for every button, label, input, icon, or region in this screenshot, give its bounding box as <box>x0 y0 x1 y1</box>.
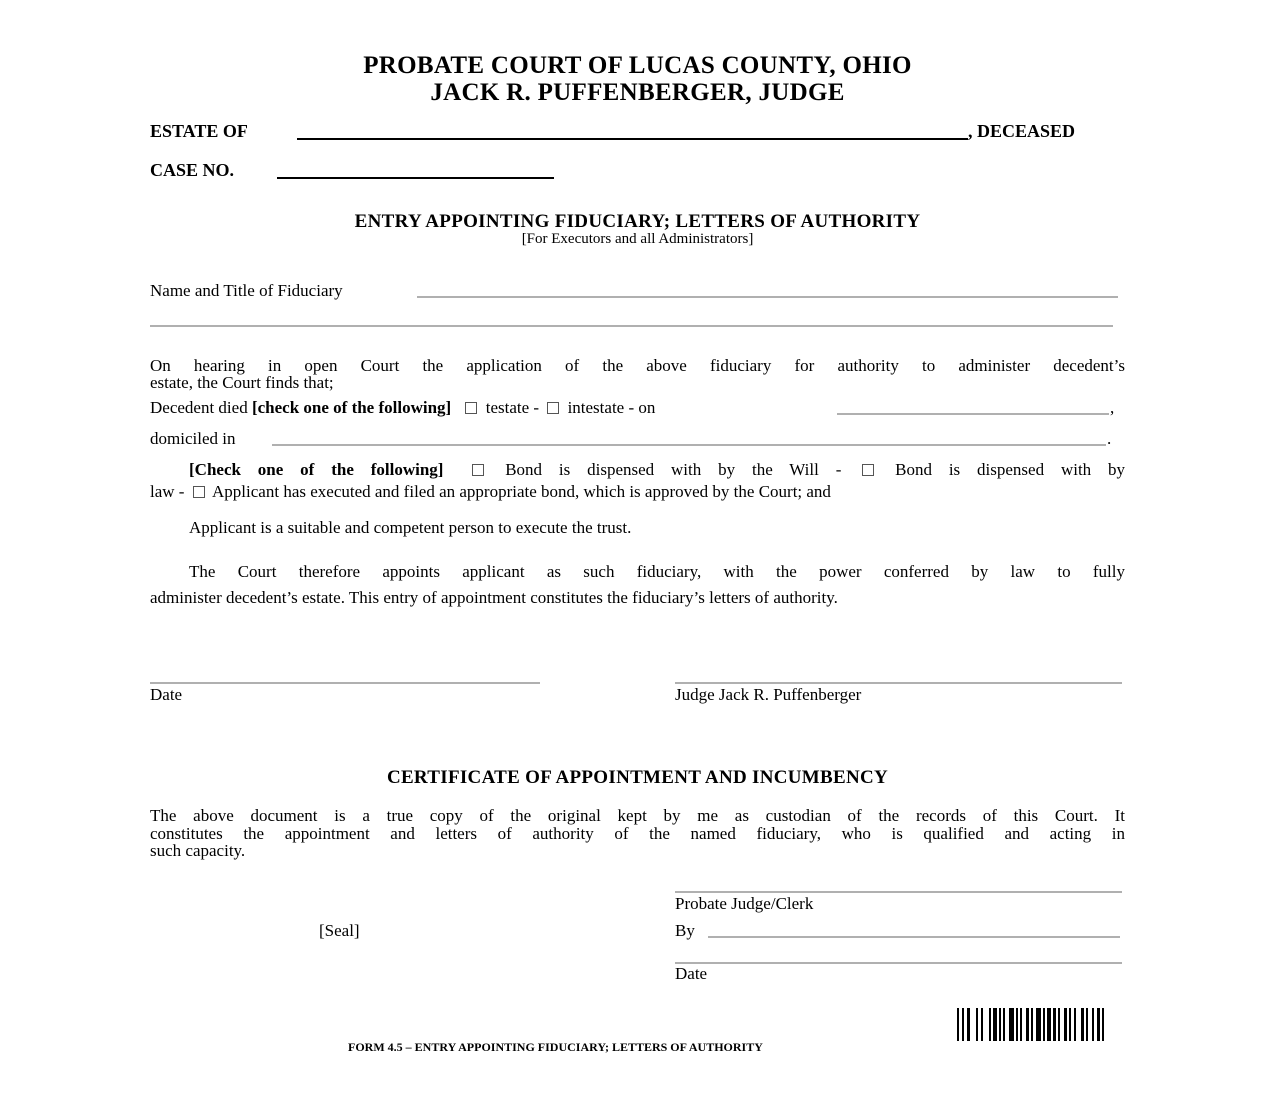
intestate-checkbox[interactable] <box>547 402 559 414</box>
seal-label: [Seal] <box>319 921 360 940</box>
domiciled-label: domiciled in <box>150 429 236 448</box>
bond-will-label: Bond is dispensed with by the Will - <box>505 460 842 479</box>
case-number-field[interactable] <box>277 177 554 179</box>
entry-title: ENTRY APPOINTING FIDUCIARY; LETTERS OF AUTHORITY <box>354 211 921 232</box>
suitable-text: Applicant is a suitable and competent person to execute the trust. <box>189 518 632 537</box>
decedent-died-row <box>150 398 655 417</box>
bond-law-checkbox[interactable] <box>862 464 874 476</box>
judge-signature-field[interactable] <box>675 682 1122 684</box>
appointment-text-line1: The Court therefore appoints applicant as such fiduciary, with the power conferred by law to fully <box>189 562 1125 581</box>
certificate-text-line2: constitutes the appointment and letters of authority of the named fiduciary, who is qualified and acting in <box>150 824 1125 843</box>
estate-label: ESTATE OF <box>150 121 248 141</box>
hearing-text-line1: On hearing in open Court the application of the above fiduciary for authority to administer decedent’s <box>150 356 1125 375</box>
bond-law-label-part1: Bond is dispensed with by <box>895 460 1126 479</box>
testate-label: testate - <box>485 398 540 417</box>
clerk-signature-field[interactable] <box>675 891 1122 893</box>
court-title: PROBATE COURT OF LUCAS COUNTY, OHIO <box>363 52 912 79</box>
bond-filed-label: Applicant has executed and filed an appropriate bond, which is approved by the Court; and <box>212 482 831 501</box>
entry-subtitle: [For Executors and all Administrators] <box>521 231 754 247</box>
fiduciary-label: Name and Title of Fiduciary <box>150 281 343 300</box>
form-label: FORM 4.5 – ENTRY APPOINTING FIDUCIARY; LETTERS OF AUTHORITY <box>348 1040 763 1054</box>
barcode-icon <box>957 1008 1125 1041</box>
death-date-field[interactable] <box>837 413 1109 415</box>
decedent-died-label: Decedent died <box>150 398 248 417</box>
period: . <box>1107 429 1112 448</box>
check-one-instruction: [check one of the following] <box>251 398 452 417</box>
hearing-text-line2: estate, the Court finds that; <box>150 373 334 392</box>
certificate-date-field[interactable] <box>675 962 1122 964</box>
bond-options-row2 <box>150 482 831 501</box>
estate-name-field[interactable] <box>297 138 968 140</box>
clerk-label: Probate Judge/Clerk <box>675 894 814 913</box>
testate-checkbox[interactable] <box>465 402 477 414</box>
bond-check-instruction: [Check one of the following] <box>189 460 444 479</box>
domiciled-field[interactable] <box>272 444 1106 446</box>
intestate-label: intestate - on <box>567 398 656 417</box>
bond-options-row1 <box>189 460 1125 479</box>
deceased-label: , DECEASED <box>968 121 1076 141</box>
certificate-date-label: Date <box>675 964 708 983</box>
judge-title: JACK R. PUFFENBERGER, JUDGE <box>430 79 845 106</box>
entry-date-field[interactable] <box>150 682 540 684</box>
comma: , <box>1110 398 1115 417</box>
certificate-text-line3: such capacity. <box>150 841 246 860</box>
entry-date-label: Date <box>150 685 183 704</box>
by-signature-field[interactable] <box>708 936 1120 938</box>
bond-will-checkbox[interactable] <box>472 464 484 476</box>
fiduciary-title-field[interactable] <box>150 325 1113 327</box>
certificate-title: CERTIFICATE OF APPOINTMENT AND INCUMBENCY <box>386 767 889 788</box>
case-number-label: CASE NO. <box>150 160 235 180</box>
appointment-text-line2: administer decedent’s estate. This entry of appointment constitutes the fiduciary’s letters of authority. <box>150 588 838 607</box>
bond-filed-checkbox[interactable] <box>193 486 205 498</box>
fiduciary-name-field[interactable] <box>417 296 1118 298</box>
certificate-text-line1: The above document is a true copy of the original kept by me as custodian of the records of this Court. It <box>150 806 1125 825</box>
bond-law-label-part2: law - <box>150 482 185 501</box>
judge-signature-label: Judge Jack R. Puffenberger <box>675 685 862 704</box>
by-label: By <box>675 921 695 940</box>
